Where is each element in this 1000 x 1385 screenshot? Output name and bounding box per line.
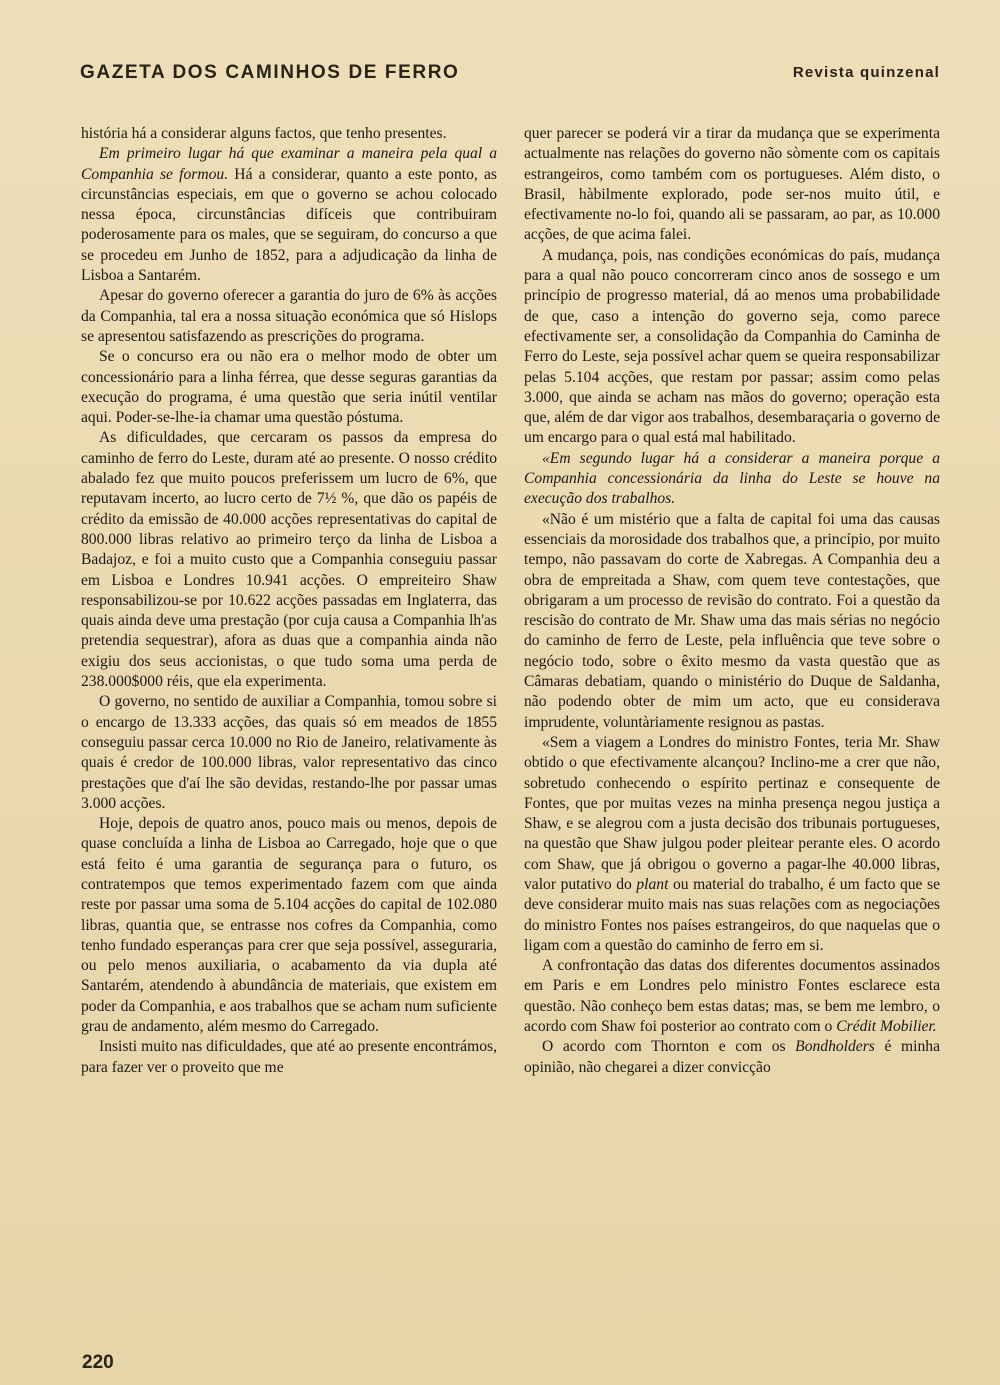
paragraph-text: Há a considerar, quanto a este ponto, as circunstâncias especiais, em que o governo se achou colocado nessa época, circunstâncias difíceis que contribuiram poderosamente para os males, que se seguiram, do concurso a que se procedeu em Junho de 1852, para a adjudicação da linha de Lisboa a Santarém. (81, 165, 497, 285)
paragraph (81, 144, 497, 286)
paragraph-text: «Sem a viagem a Londres do ministro Fontes, teria Mr. Shaw obtido o que efectivamente alcançou? Inclino-me a crer que não, sobretudo conhecendo o espírito pertinaz e consequente de Fontes, que por muitas vezes na minha presença negou justiça a Shaw, e se alegrou com a justa decisão dos tribunais portugueses, na questão que Shaw julgou poder pleitear perante eles. O acordo com Shaw, que já obrigou o governo a pagar-lhe 40.000 libras, valor putativo do (524, 733, 940, 893)
paragraph: história há a considerar alguns factos, que tenho presentes. (81, 125, 447, 142)
page-header (80, 62, 940, 92)
paragraph: A mudança, pois, nas condições económicas do país, mudança para a qual não pouco concorreram cinco anos de sossego e um princípio de progresso material, dá ao menos uma probabilidade de que, caso a intenção do governo seja, como parece efectivamente ser, a consolidação da Companhia do Caminha de Ferro do Leste, seja possível achar quem se queira responsabilizar pelas 5.104 acções, que restam por passar; assim como pelas 3.000, que ainda se acham nas mãos do governo; operação esta que, além de dar vigor aos trabalhos, desembaraçaria o governo de um encargo para o qual está mal habilitado. (524, 246, 940, 447)
left-column (81, 124, 497, 1078)
paragraph-text: O acordo com Thornton e com os (542, 1038, 796, 1056)
paragraph-text: ou material do trabalho, é um facto que se deve considerar muito mais nas suas relações com as negociações do ministro Fontes nos países estrangeiros, do que naquelas que o ligam com a questão do caminho de ferro em si. (524, 875, 940, 954)
masthead: GAZETA DOS CAMINHOS DE FERRO (80, 62, 460, 83)
paragraph: quer parecer se poderá vir a tirar da mudança que se experimenta actualmente nas relações do governo não sòmente com os capitais estrangeiros, como também com os portugueses. Além disto, o Brasil, hàbilmente explorado, pode ser-nos muito útil, e efectivamente no-lo foi, quando ali se passaram, ao par, as 10.000 acções, de que acima falei. (524, 125, 940, 244)
italic-text: Em primeiro lugar há que examinar a maneira pela qual a Companhia se formou. (81, 145, 497, 183)
page-number: 220 (82, 1352, 114, 1373)
paragraph: Insisti muito nas dificuldades, que até ao presente encontrámos, para fazer ver o proveito que me (81, 1038, 497, 1076)
paragraph-text: é minha opinião, não chegarei a dizer convicção (524, 1038, 940, 1076)
paragraph-text: A confrontação das datas dos diferentes documentos assinados em Paris e em Londres pelo ministro Fontes esclarece esta questão. Não conheço bem estas datas; mas, se bem me lembro, o acordo com Shaw foi posterior ao contrato com o (524, 957, 940, 1036)
paragraph: «Não é um mistério que a falta de capital foi uma das causas essenciais da morosidade dos trabalhos que, a princípio, por muito tempo, não passavam do corte de Xabregas. A Companhia deu a obra de empreitada a Shaw, com quem teve contestações, que obrigaram a um processo de revisão do contrato. Foi a questão da rescisão do contrato de Mr. Shaw uma das mais sérias no negócio do caminho de ferro de Leste, pela influência que teve sobre o negócio todo, sobre o êxito mesmo da vasta questão que as Câmaras debatiam, quando o ministério do Duque de Saldanha, não podendo obter de mim um acto, que eu considerava imprudente, voluntàriamente resignou as pastas. (524, 510, 940, 731)
paragraph (524, 733, 940, 956)
paragraph: As dificuldades, que cercaram os passos da empresa do caminho de ferro do Leste, duram até ao presente. O nosso crédito abalado fez que muito poucos preferissem um lucro de 6%, que reputavam incerto, ao lucro certo de 7½ %, que dão os papéis de crédito da emissão de 40.000 acções representativas do capital de 800.000 libras relativo ao primeiro terço da linha de Lisboa a Badajoz, e foi a muito custo que a Companhia conseguiu passar em Lisboa e Londres 10.941 acções. O empreiteiro Shaw responsabilizou-se por 10.622 acções passadas em Inglaterra, das quais ainda deve uma prestação (por cuja causa a Companhia lh'as pretendia sequestrar), afora as duas que a companhia ainda não exigiu dos seus accionistas, o que tudo soma uma perda de 238.000$000 réis, que ela experimenta. (81, 429, 497, 691)
italic-text: Bondholders (795, 1038, 875, 1056)
italic-text: plant (636, 875, 669, 893)
paragraph: O governo, no sentido de auxiliar a Companhia, tomou sobre si o encargo de 13.333 acções, das quais só em meados de 1855 conseguiu passar cerca 10.000 no Rio de Janeiro, relativamente às quais é credor de 100.000 libras, valor representativo das cinco prestações que d'aí lhe são devidas, restando-lhe por passar umas 3.000 acções. (81, 693, 497, 812)
paragraph (524, 449, 940, 510)
italic-text: Crédit Mobilier. (836, 1018, 937, 1036)
paragraph: Se o concurso era ou não era o melhor modo de obter um concessionário para a linha férrea, que desse seguras garantias da execução do programa, é uma questão que seria inútil ventilar aqui. Poder-se-lhe-ia chamar uma questão póstuma. (81, 348, 497, 427)
paragraph: Apesar do governo oferecer a garantia do juro de 6% às acções da Companhia, tal era a nossa situação económica que só Hislops se apresentou satisfazendo as prescrições do programa. (81, 287, 497, 345)
paragraph (524, 956, 940, 1037)
right-column (524, 124, 940, 1078)
paragraph: Hoje, depois de quatro anos, pouco mais ou menos, depois de quase concluída a linha de Lisboa ao Carregado, hoje que o que está feito é uma garantia de segurança para o futuro, os contratempos que temos experimentado fazem com que ainda reste por passar uma soma de 5.104 acções do capital de 102.080 libras, quantia que, se entrasse nos cofres da Companhia, como tenho fundado esperanças para crer que seja possível, asseguraria, ou pelo menos auxiliaria, o acabamento da via dupla até Santarém, atendendo à abundância de materiais, que existem em poder da Companhia, e aos trabalhos que se acham num suficiente grau de andamento, além mesmo do Carregado. (81, 815, 497, 1036)
italic-text: «Em segundo lugar há a considerar a maneira porque a Companhia concessionária da linha do Leste se houve na execução dos trabalhos. (524, 449, 940, 508)
subtitle: Revista quinzenal (792, 64, 940, 81)
paragraph (524, 1037, 940, 1078)
